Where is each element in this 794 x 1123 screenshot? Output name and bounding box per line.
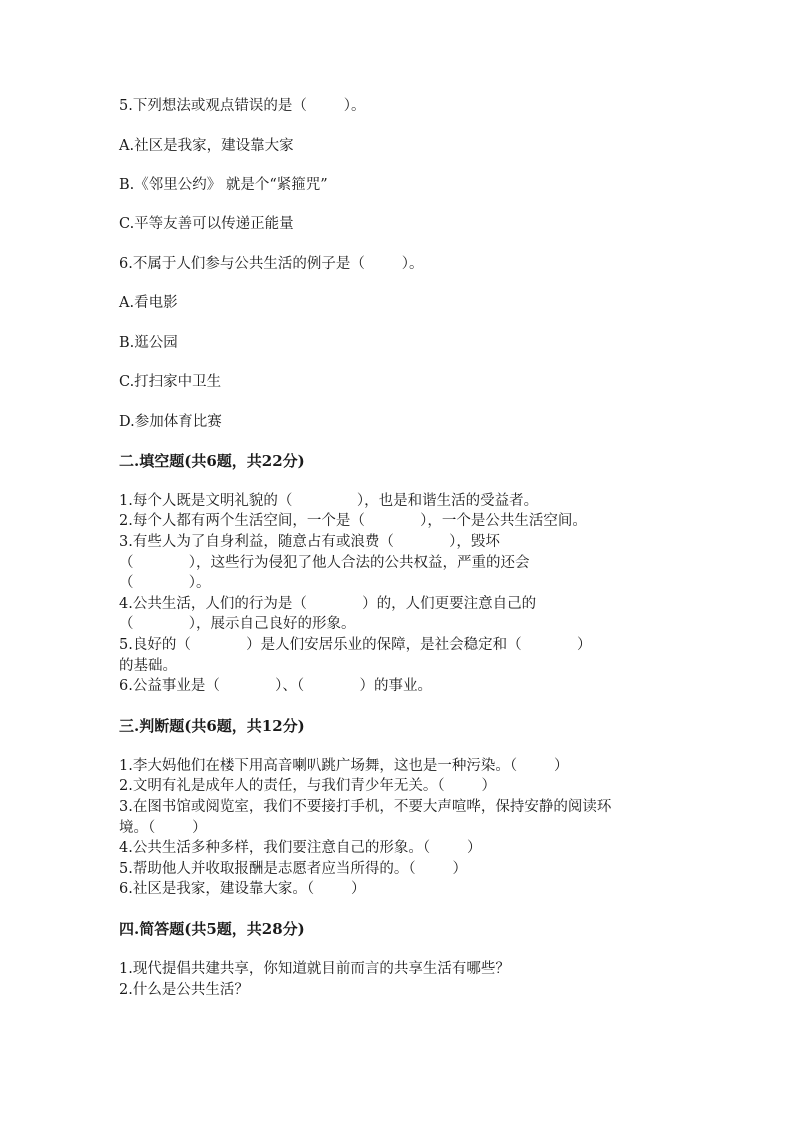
question-6-option-a: A.看电影 (119, 295, 178, 311)
judge-line-3: 3.在图书馆或阅览室，我们不要接打手机，不要大声喧哗，保持安静的阅读环 (119, 799, 612, 815)
fill-line-7: （ ），展示自己良好的形象。 (119, 616, 356, 632)
fill-line-4: （ ），这些行为侵犯了他人合法的公共权益，严重的还会 (119, 555, 530, 571)
judge-line-4: 境。（ ） (119, 820, 207, 836)
judge-line-6: 5.帮助他人并收取报酬是志愿者应当所得的。（ ） (119, 861, 467, 877)
judge-line-5: 4.公共生活多种多样，我们要注意自己的形象。（ ） (119, 840, 482, 856)
question-5-option-c: C.平等友善可以传递正能量 (119, 216, 294, 232)
question-6-stem: 6.不属于人们参与公共生活的例子是（ ）。 (119, 256, 424, 272)
question-5-stem: 5.下列想法或观点错误的是（ ）。 (119, 98, 366, 114)
fill-line-3: 3.有些人为了自身利益，随意占有或浪费（ ），毁坏 (119, 534, 500, 550)
short-line-1: 1.现代提倡共建共享，你知道就目前而言的共享生活有哪些？ (119, 961, 510, 977)
fill-line-8: 5.良好的（ ）是人们安居乐业的保障，是社会稳定和（ ） (119, 637, 592, 653)
fill-line-1: 1.每个人既是文明礼貌的（ ），也是和谐生活的受益者。 (119, 493, 539, 509)
fill-line-5: （ ）。 (119, 575, 211, 591)
short-section-heading: 四.简答题(共5题，共28分) (119, 920, 305, 938)
judge-line-1: 1.李大妈他们在楼下用高音喇叭跳广场舞，这也是一种污染。（ ） (119, 758, 569, 774)
question-6-option-d: D.参加体育比赛 (119, 414, 222, 430)
question-5-option-b: B.《邻里公约》 就是个“紧箍咒” (119, 177, 328, 193)
fill-line-2: 2.每个人都有两个生活空间，一个是（ ），一个是公共生活空间。 (119, 513, 587, 529)
judge-line-2: 2.文明有礼是成年人的责任，与我们青少年无关。（ ） (119, 778, 496, 794)
question-6-option-c: C.打扫家中卫生 (119, 374, 222, 390)
short-line-2: 2.什么是公共生活？ (119, 982, 249, 998)
judge-section-heading: 三.判断题(共6题，共12分) (119, 717, 305, 735)
judge-line-7: 6.社区是我家，建设靠大家。（ ） (119, 881, 366, 897)
fill-line-6: 4.公共生活，人们的行为是（ ）的，人们更要注意自己的 (119, 596, 537, 612)
fill-line-10: 6.公益事业是（ ）、（ ）的事业。 (119, 678, 432, 694)
question-5-option-a: A.社区是我家，建设靠大家 (119, 138, 294, 154)
fill-section-heading: 二.填空题(共6题，共22分) (119, 452, 305, 470)
question-6-option-b: B.逛公园 (119, 335, 178, 351)
fill-line-9: 的基础。 (119, 658, 177, 674)
